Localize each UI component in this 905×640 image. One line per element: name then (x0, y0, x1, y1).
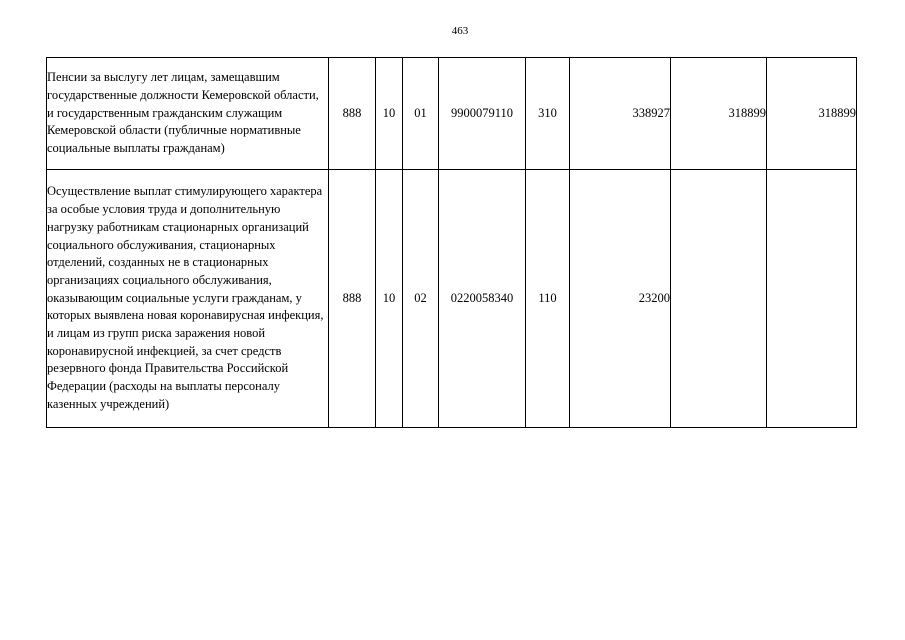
page-number: 463 (451, 25, 469, 37)
subsection-code: 02 (403, 170, 439, 428)
amount-year-2: 318899 (671, 58, 767, 170)
amount-year-2 (671, 170, 767, 428)
ministry-code: 888 (329, 58, 376, 170)
budget-table (46, 57, 857, 428)
subsection-code: 01 (403, 58, 439, 170)
amount-year-3 (767, 170, 857, 428)
amount-year-3: 318899 (767, 58, 857, 170)
amount-year-1: 338927 (570, 58, 671, 170)
row-description: Пенсии за выслугу лет лицам, замещавшим государственные должности Кемеровской области, и государственным гражданским служащим Кемеровской области (публичные нормативные социальные выплаты гражданам) (47, 58, 329, 170)
expense-type-code: 310 (526, 58, 570, 170)
section-code: 10 (376, 170, 403, 428)
table-row (47, 170, 857, 428)
table-row (47, 58, 857, 170)
expense-type-code: 110 (526, 170, 570, 428)
row-description: Осуществление выплат стимулирующего характера за особые условия труда и дополнительную нагрузку работникам стационарных организаций социального обслуживания, стационарных отделений, созданных не в стационарных организациях социального обслуживания, оказывающим социальные услуги гражданам, у которых выявлена новая коронавирусная инфекция, и лицам из групп риска заражения новой коронавирусной инфекцией, за счет средств резервного фонда Правительства Российской Федерации (расходы на выплаты персоналу казенных учреждений) (47, 170, 329, 428)
target-article-code: 9900079110 (439, 58, 526, 170)
ministry-code: 888 (329, 170, 376, 428)
amount-year-1: 23200 (570, 170, 671, 428)
section-code: 10 (376, 58, 403, 170)
target-article-code: 0220058340 (439, 170, 526, 428)
